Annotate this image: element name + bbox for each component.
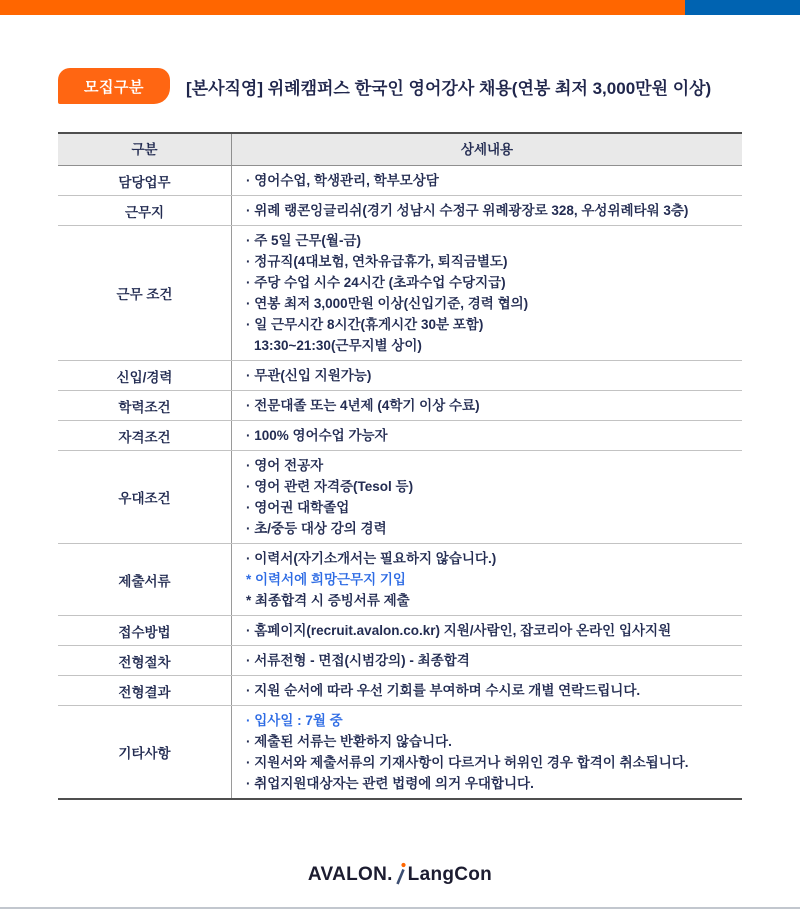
table-row bbox=[58, 361, 742, 391]
row-label: 우대조건 bbox=[58, 451, 232, 543]
detail-line: · 일 근무시간 8시간(휴게시간 30분 포함) bbox=[246, 317, 484, 332]
row-label: 신입/경력 bbox=[58, 361, 232, 390]
job-details-table bbox=[58, 132, 742, 800]
row-label: 학력조건 bbox=[58, 391, 232, 420]
table-row bbox=[58, 421, 742, 451]
row-label: 담당업무 bbox=[58, 166, 232, 195]
detail-line: · 취업지원대상자는 관련 법령에 의거 우대합니다. bbox=[246, 776, 534, 791]
column-header-details: 상세내용 bbox=[460, 142, 514, 157]
row-content bbox=[232, 616, 742, 645]
row-label: 근무지 bbox=[58, 196, 232, 225]
detail-line: · 영어 전공자 bbox=[246, 458, 324, 473]
table-header-row bbox=[58, 134, 742, 166]
table-row bbox=[58, 646, 742, 676]
table-row bbox=[58, 544, 742, 616]
row-label: 근무 조건 bbox=[58, 226, 232, 360]
detail-line: · 무관(신입 지원가능) bbox=[246, 368, 372, 383]
detail-line: · 이력서(자기소개서는 필요하지 않습니다.) bbox=[246, 551, 497, 566]
detail-line: * 최종합격 시 증빙서류 제출 bbox=[246, 593, 410, 608]
row-content bbox=[232, 196, 742, 225]
detail-line: · 영어수업, 학생관리, 학부모상담 bbox=[246, 173, 439, 188]
bottom-divider-line bbox=[0, 907, 800, 909]
row-content bbox=[232, 544, 742, 615]
logo-text-avalon: AVALON. bbox=[307, 864, 393, 885]
column-header-category: 구분 bbox=[58, 134, 232, 165]
row-content bbox=[232, 226, 742, 360]
company-logo bbox=[0, 858, 800, 892]
detail-line: · 주 5일 근무(월-금) bbox=[246, 233, 361, 248]
row-content bbox=[232, 166, 742, 195]
detail-line: · 100% 영어수업 가능자 bbox=[246, 428, 388, 443]
row-label: 전형절차 bbox=[58, 646, 232, 675]
row-content bbox=[232, 421, 742, 450]
table-body bbox=[58, 166, 742, 798]
row-label: 접수방법 bbox=[58, 616, 232, 645]
row-label: 전형결과 bbox=[58, 676, 232, 705]
row-content bbox=[232, 391, 742, 420]
table-row bbox=[58, 226, 742, 361]
table-row bbox=[58, 391, 742, 421]
logo-text-langcon: LangCon bbox=[407, 864, 493, 885]
detail-line: · 입사일 : 7월 중 bbox=[246, 713, 343, 728]
logo-slash-icon bbox=[394, 861, 407, 890]
row-label: 기타사항 bbox=[58, 706, 232, 798]
detail-line: · 지원서와 제출서류의 기재사항이 다르거나 허위인 경우 합격이 취소됩니다. bbox=[246, 755, 689, 770]
detail-line: 13:30~21:30(근무지별 상이) bbox=[254, 338, 422, 353]
detail-line: · 초/중등 대상 강의 경력 bbox=[246, 521, 387, 536]
row-content bbox=[232, 706, 742, 798]
table-row bbox=[58, 196, 742, 226]
table-row bbox=[58, 676, 742, 706]
table-row bbox=[58, 616, 742, 646]
top-accent-bar-blue bbox=[685, 0, 800, 15]
detail-line: · 주당 수업 시수 24시간 (초과수업 수당지급) bbox=[246, 275, 506, 290]
badge-label: 모집구분 bbox=[84, 78, 144, 96]
detail-line: · 제출된 서류는 반환하지 않습니다. bbox=[246, 734, 452, 749]
top-accent-bar-orange bbox=[0, 0, 800, 15]
detail-line: · 정규직(4대보험, 연차유급휴가, 퇴직금별도) bbox=[246, 254, 508, 269]
row-content bbox=[232, 361, 742, 390]
table-row bbox=[58, 166, 742, 196]
row-label: 자격조건 bbox=[58, 421, 232, 450]
detail-line: * 이력서에 희망근무지 기입 bbox=[246, 572, 406, 587]
detail-line: · 연봉 최저 3,000만원 이상(신입기준, 경력 협의) bbox=[246, 296, 529, 311]
detail-line: · 전문대졸 또는 4년제 (4학기 이상 수료) bbox=[246, 398, 480, 413]
detail-line: · 위례 랭콘잉글리쉬(경기 성남시 수정구 위례광장로 328, 우성위례타워 3층) bbox=[246, 203, 689, 218]
detail-line: · 영어 관련 자격증(Tesol 등) bbox=[246, 479, 414, 494]
recruit-category-badge bbox=[58, 68, 170, 104]
detail-line: · 영어권 대학졸업 bbox=[246, 500, 350, 515]
table-row bbox=[58, 706, 742, 798]
posting-header bbox=[58, 68, 742, 104]
page-title: [본사직영] 위례캠퍼스 한국인 영어강사 채용(연봉 최저 3,000만원 이상) bbox=[186, 78, 712, 98]
detail-line: · 서류전형 - 면접(시범강의) - 최종합격 bbox=[246, 653, 470, 668]
detail-line: · 지원 순서에 따라 우선 기회를 부여하며 수시로 개별 연락드립니다. bbox=[246, 683, 641, 698]
row-label: 제출서류 bbox=[58, 544, 232, 615]
table-row bbox=[58, 451, 742, 544]
row-content bbox=[232, 451, 742, 543]
row-content bbox=[232, 676, 742, 705]
row-content bbox=[232, 646, 742, 675]
detail-line: · 홈페이지(recruit.avalon.co.kr) 지원/사람인, 잡코리아 온라인 입사지원 bbox=[246, 623, 672, 638]
